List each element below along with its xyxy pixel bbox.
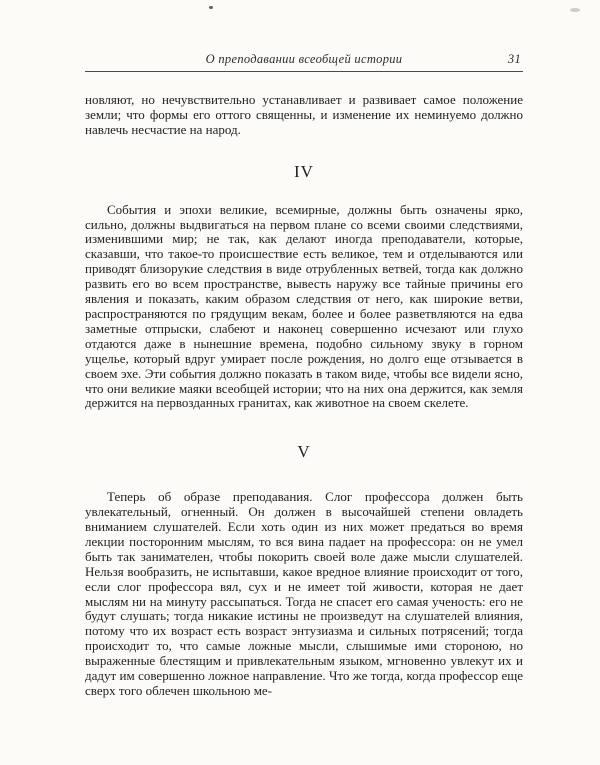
paragraph-section-v: Теперь об образе преподавания. Слог профессора должен быть увлекательный, огненный. Он должен в высочайшей степени овладеть вниманием слушателей. Если хоть один из них может предаться во время лекции посторонним мыслям, то вся вина падает на профессора: он не умел быть так занимателен, чтобы покорить своей воле даже мысли слушателей. Нельзя вообразить, не испытавши, какое вредное влияние происходит от того, если слог профессора вял, сух и не имеет той живости, которая не дает мыслям ни на минуту рассыпаться. Тогда не спасет его самая ученость: его не будут слушать; тогда никакие истины не произведут на слушателей влияния, потому что их возраст есть возраст энтузиазма и сильных потрясений; тогда происходит то, что самые ложные мысли, слышимые ими стороною, но выраженные блестящим и привлекательным языком, мгновенно увлекут их и дадут им совершенно ложное направление. Что же тогда, когда профессор еще сверх того облечен школьною ме-: [85, 489, 523, 698]
running-header: [85, 52, 523, 67]
page-number: 31: [507, 52, 521, 66]
section-heading-v: V: [297, 442, 311, 462]
scan-speck-icon: [570, 8, 580, 12]
header-rule: [85, 71, 523, 72]
paragraph-continuation: новляют, но нечувствительно устанавливает и развивает самое положение земли; что формы его оттого священны, и изменение их неминуемо должно навлечь несчастие на народ.: [85, 92, 523, 137]
section-heading-iv: IV: [294, 161, 314, 181]
paragraph-section-iv: События и эпохи великие, всемирные, должны быть означены ярко, сильно, должны выдвигаться на первом плане со всеми своими следствиями, изменившими мир; не так, как делают иногда преподаватели, которые, сказавши, что такое-то происшествие есть великое, тем и отделываются или приводят близорукие следствия в виде отрубленных ветвей, тогда как должно развить его во всем пространстве, вывесть наружу все тайные причины его явления и показать, каким образом следствия от него, как широкие ветви, распространяются по грядущим векам, более и более разветвляются на едва заметные отпрыски, слабеют и наконец совершенно исчезают или глухо отдаются даже в нынешние времена, подобно сильному звуку в горном ущелье, который вдруг умирает после рождения, но долго еще отзывается в своем эхе. Эти события должно показать в таком виде, чтобы все видели ясно, что они великие маяки всеобщей истории; что на них она держится, как земля держится на первозданных гранитах, как животное на своем скелете.: [85, 201, 523, 411]
running-title: О преподавании всеобщей истории: [205, 52, 403, 66]
scan-speck-icon: [209, 6, 213, 9]
page-body: [85, 93, 523, 699]
